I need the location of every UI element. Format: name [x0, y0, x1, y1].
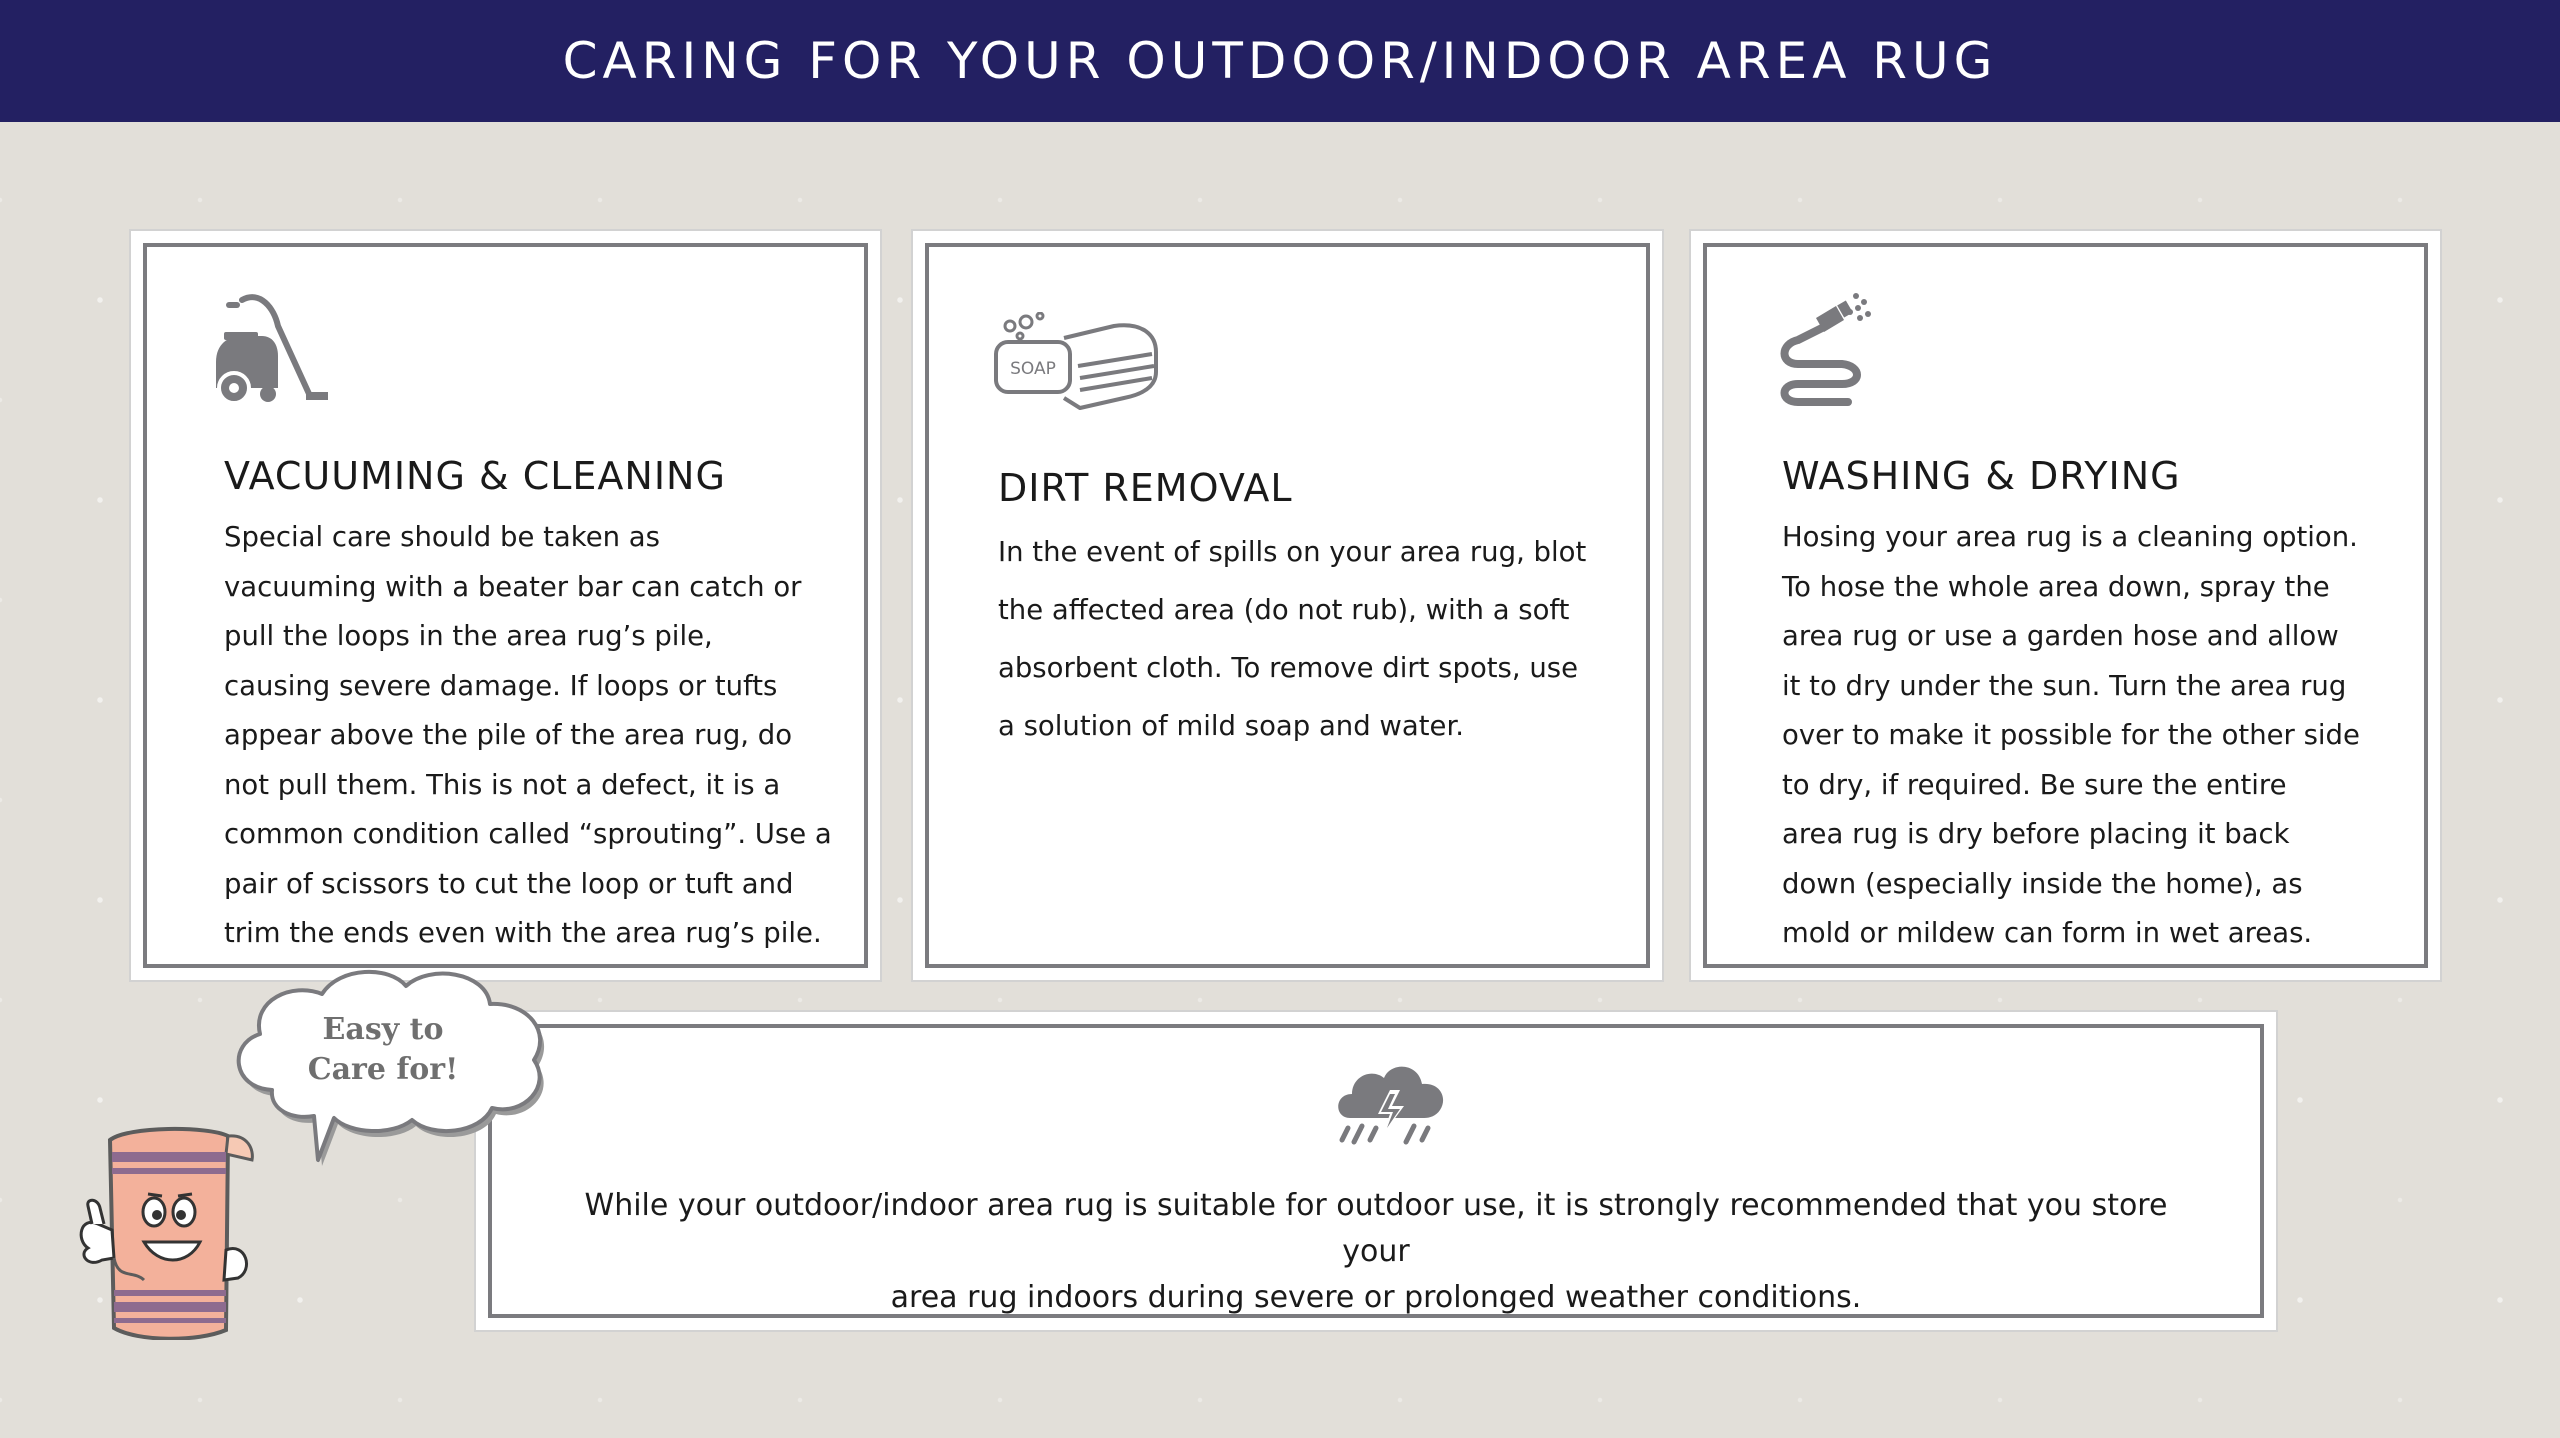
body-line: absorbent cloth. To remove dirt spots, use — [998, 652, 1579, 684]
soap-label: SOAP — [1010, 359, 1056, 379]
card-title: DIRT REMOVAL — [998, 466, 1293, 510]
card-washing-drying — [1689, 229, 2442, 982]
body-line: mold or mildew can form in wet areas. — [1782, 917, 2313, 949]
bubble-line: Easy to — [322, 1012, 444, 1047]
garden-hose-icon — [1772, 292, 1872, 408]
card-title: WASHING & DRYING — [1782, 454, 2181, 498]
body-line: down (especially inside the home), as — [1782, 867, 2303, 900]
body-line: While your outdoor/indoor area rug is suitable for outdoor use, it is strongly recommended that you store your — [584, 1188, 2168, 1269]
storm-cloud-icon — [1332, 1054, 1452, 1154]
card-title: VACUUMING & CLEANING — [224, 454, 726, 498]
body-line: area rug or use a garden hose and allow — [1782, 620, 2339, 652]
body-line: to dry, if required. Be sure the entire — [1782, 768, 2287, 801]
card-vacuuming — [129, 229, 882, 982]
soap-and-towel-icon — [994, 312, 1164, 412]
speech-bubble-text — [268, 1010, 498, 1090]
page-title: CARING FOR YOUR OUTDOOR/INDOOR AREA RUG — [562, 32, 1998, 90]
card-body-text — [998, 523, 1638, 755]
bubble-line: Care for! — [307, 1052, 459, 1087]
card-frame — [488, 1024, 2264, 1318]
body-line: pair of scissors to cut the loop or tuft and — [224, 867, 794, 900]
body-line: Special care should be taken as — [224, 521, 660, 553]
body-line: To hose the whole area down, spray the — [1782, 570, 2330, 603]
body-line: pull the loops in the area rug’s pile, — [224, 620, 713, 652]
body-line: Hosing your area rug is a cleaning option. — [1782, 521, 2358, 553]
card-body-text — [224, 513, 864, 959]
page-header — [0, 0, 2560, 122]
vacuum-cleaner-icon — [212, 292, 332, 408]
card-body-text — [1782, 513, 2422, 959]
body-line: common condition called “sprouting”. Use a — [224, 818, 832, 850]
card-weather-note — [474, 1010, 2278, 1332]
body-line: In the event of spills on your area rug, blot — [998, 536, 1587, 568]
body-line: trim the ends even with the area rug’s pile. — [224, 917, 822, 949]
body-line: the affected area (do not rub), with a soft — [998, 594, 1570, 626]
card-dirt-removal — [911, 229, 1664, 982]
body-line: over to make it possible for the other side — [1782, 719, 2360, 751]
card-frame — [925, 243, 1650, 968]
body-line: a solution of mild soap and water. — [998, 710, 1464, 742]
rug-mascot-icon — [58, 1120, 268, 1340]
card-frame — [1703, 243, 2428, 968]
body-line: it to dry under the sun. Turn the area rug — [1782, 669, 2347, 702]
body-line: appear above the pile of the area rug, do — [224, 719, 793, 751]
body-line: vacuuming with a beater bar can catch or — [224, 570, 802, 603]
body-line: not pull them. This is not a defect, it is a — [224, 768, 781, 801]
card-frame — [143, 243, 868, 968]
body-line: area rug indoors during severe or prolonged weather conditions. — [890, 1280, 1862, 1315]
body-line: area rug is dry before placing it back — [1782, 818, 2290, 850]
card-body-text — [552, 1183, 2200, 1321]
body-line: causing severe damage. If loops or tufts — [224, 669, 778, 702]
